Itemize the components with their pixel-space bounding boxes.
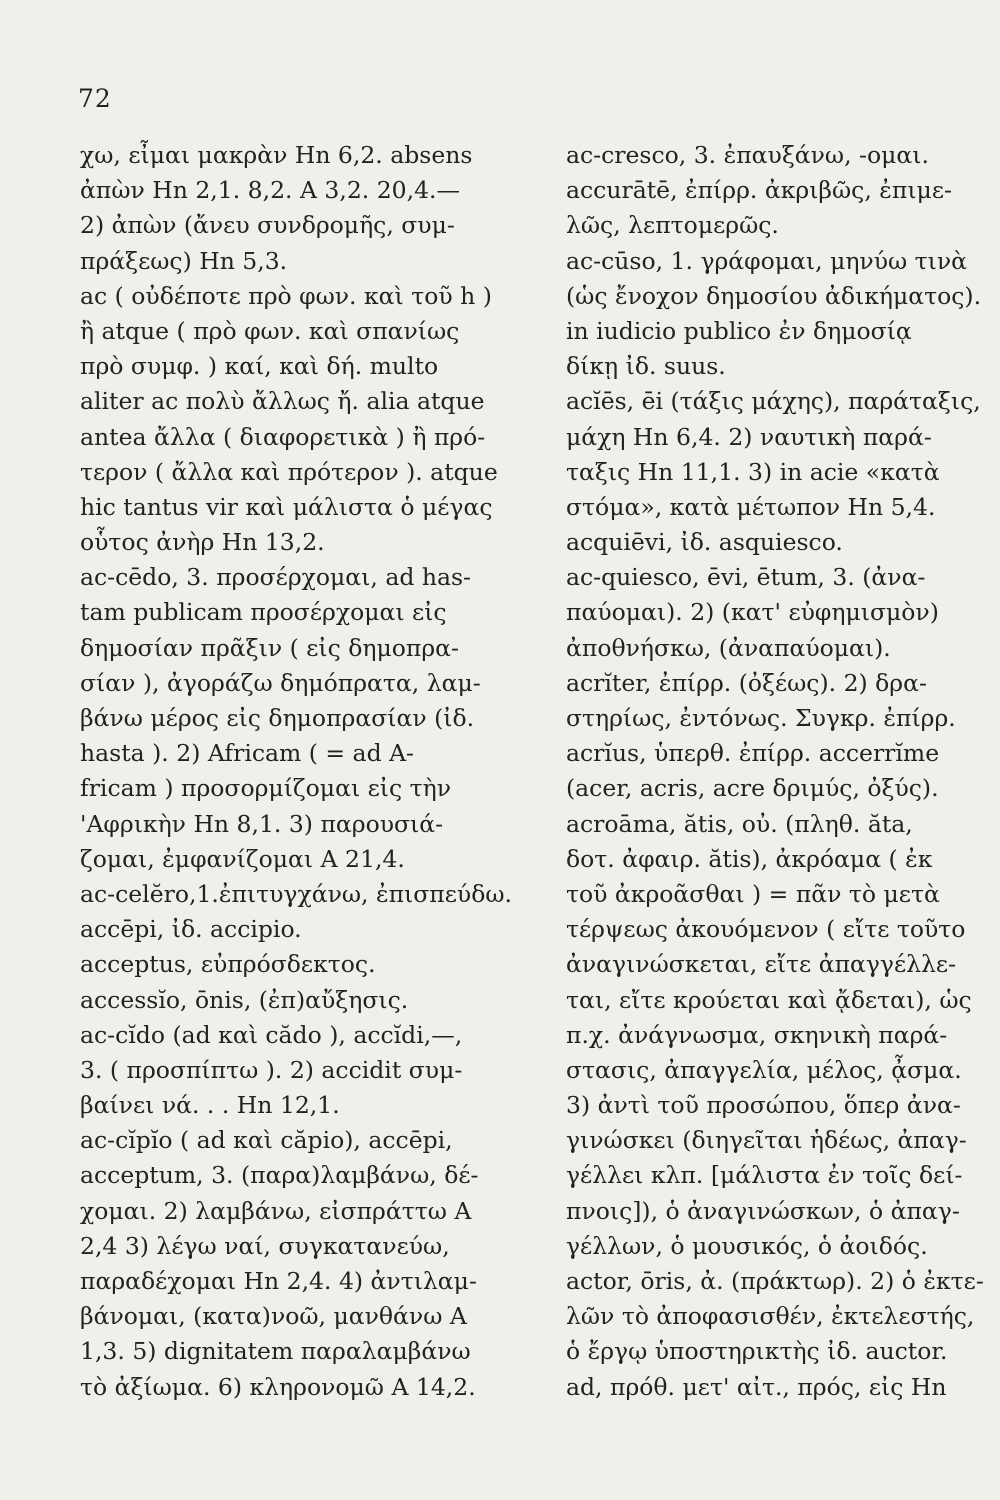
text-line: στηρίως, ἐντόνως. Συγκρ. ἐπίρρ. (566, 704, 956, 732)
text-line: 2) ἀπὼν (ἄνευ συνδρομῆς, συμ- (80, 211, 455, 240)
text-line: acceptus, εὐπρόσδεκτος. (80, 950, 376, 979)
text-line: ταξις Hn 11,1. 3) in acie «κατὰ (566, 457, 940, 486)
text-line: (ὡς ἔνοχον δημοσίου ἀδικήματος). (566, 281, 982, 310)
text-line: βαίνει νά. . . Hn 12,1. (80, 1091, 340, 1120)
text-line: μάχη Hn 6,4. 2) ναυτικὴ παρά- (566, 422, 932, 451)
text-line: ἢ atque ( πρὸ φων. καὶ σπανίως (80, 316, 460, 345)
text-line: σίαν ), ἀγοράζω δημόπρατα, λαμ- (80, 668, 481, 697)
text-line: accēpi, ἰδ. accipio. (80, 915, 302, 944)
text-line: ται, εἴτε κρούεται καὶ ᾄδεται), ὡς (566, 985, 972, 1014)
text-line: ἀπὼν Hn 2,1. 8,2. A 3,2. 20,4.— (80, 176, 461, 205)
text-line: γινώσκει (διηγεῖται ἡδέως, ἀπαγ- (566, 1126, 967, 1155)
text-line: πρὸ συμφ. ) καί, καὶ δή. multo (80, 352, 439, 381)
text-line: actor, ōris, ἀ. (πράκτωρ). 2) ὁ ἐκτε- (566, 1267, 984, 1295)
text-line: οὗτος ἀνὴρ Hn 13,2. (80, 528, 325, 557)
text-line: tam publicam προσέρχομαι εἰς (80, 598, 447, 627)
text-line: δίκῃ ἰδ. suus. (566, 352, 726, 381)
text-line: 1,3. 5) dignitatem παραλαμβάνω (80, 1337, 471, 1366)
text-line: ὁ ἔργῳ ὑποστηρικτὴς ἰδ. auctor. (566, 1337, 948, 1366)
text-line: ac-quiesco, ēvi, ētum, 3. (ἀνα- (566, 563, 926, 592)
text-line: 3) ἀντὶ τοῦ προσώπου, ὅπερ ἀνα- (566, 1091, 961, 1120)
text-line: 3. ( προσπίπτω ). 2) accidit συμ- (80, 1055, 463, 1084)
text-line: δοτ. ἀφαιρ. ătis), ἀκρόαμα ( ἐκ (566, 844, 933, 873)
text-line: στασις, ἀπαγγελία, μέλος, ᾆσμα. (566, 1055, 962, 1084)
text-line: ἀποθνήσκω, (ἀναπαύομαι). (566, 633, 891, 662)
text-line: πράξεως) Hn 5,3. (80, 246, 288, 275)
text-line: γέλλει κλπ. [μάλιστα ἐν τοῖς δεί- (566, 1161, 963, 1190)
text-line: χω, εἶμαι μακρὰν Hn 6,2. absens (80, 141, 473, 169)
text-line: hic tantus vir καὶ μάλιστα ὁ μέγας (80, 492, 493, 521)
text-line: τοῦ ἀκροᾶσθαι ) = πᾶν τὸ μετὰ (566, 879, 940, 908)
text-line: βάνομαι, (κατα)νοῶ, μανθάνω A (80, 1302, 467, 1331)
text-line: χομαι. 2) λαμβάνω, εἰσπράττω A (80, 1196, 472, 1225)
text-line: hasta ). 2) Africam ( = ad A- (80, 739, 414, 768)
text-line: 'Αφρικὴν Hn 8,1. 3) παρουσιά- (80, 809, 444, 838)
text-line: βάνω μέρος εἰς δημοπρασίαν (ἰδ. (80, 704, 475, 732)
text-line: λῶς, λεπτομερῶς. (566, 211, 779, 240)
text-line: antea ἄλλα ( διαφορετικὰ ) ἢ πρό- (80, 422, 486, 451)
text-line: in iudicio publico ἐν δημοσίᾳ (566, 316, 912, 345)
text-line: ac ( οὐδέποτε πρὸ φων. καὶ τοῦ h ) (80, 281, 492, 310)
text-line: acĭēs, ēi (τάξις μάχης), παράταξις, (566, 387, 981, 416)
text-line: ζομαι, ἐμφανίζομαι A 21,4. (80, 844, 405, 873)
text-line: δημοσίαν πρᾶξιν ( εἰς δημοπρα- (80, 633, 459, 662)
text-line: accessĭo, ōnis, (ἐπ)αὔξησις. (80, 985, 409, 1014)
text-line: ἀναγινώσκεται, εἴτε ἀπαγγέλλε- (566, 950, 957, 979)
text-line: παύομαι). 2) (κατ' εὐφημισμὸν) (566, 598, 939, 627)
page-number: 72 (78, 84, 112, 113)
text-line: ac-celĕro,1.ἐπιτυγχάνω, ἐπισπεύδω. (80, 879, 512, 908)
text-line: acceptum, 3. (παρα)λαμβάνω, δέ- (80, 1161, 479, 1190)
text-line: π.χ. ἀνάγνωσμα, σκηνικὴ παρά- (566, 1020, 948, 1049)
text-line: ad, πρόθ. μετ' αἰτ., πρός, εἰς Hn (566, 1372, 947, 1401)
text-line: 2,4 3) λέγω ναί, συγκατανεύω, (80, 1231, 450, 1260)
text-line: acrĭter, ἐπίρρ. (ὀξέως). 2) δρα- (566, 668, 927, 697)
text-line: accurātē, ἐπίρρ. ἀκριβῶς, ἐπιμε- (566, 176, 952, 205)
text-line: ac-cĭdo (ad καὶ cădo ), accĭdi,—, (80, 1020, 463, 1049)
text-line: πνοις]), ὁ ἀναγινώσκων, ὁ ἀπαγ- (566, 1196, 960, 1225)
text-line: τὸ ἀξίωμα. 6) κληρονομῶ A 14,2. (80, 1372, 476, 1401)
text-line: γέλλων, ὁ μουσικός, ὁ ἀοιδός. (566, 1231, 928, 1260)
left-column (80, 138, 520, 1405)
text-line: ac-cĭpĭo ( ad καὶ căpio), accēpi, (80, 1126, 453, 1155)
text-line: aliter ac πολὺ ἄλλως ἤ. alia atque (80, 387, 485, 416)
text-line: fricam ) προσορμίζομαι εἰς τὴν (80, 774, 452, 803)
text-line: acroāma, ătis, οὐ. (πληθ. ăta, (566, 809, 913, 838)
text-line: παραδέχομαι Hn 2,4. 4) ἀντιλαμ- (80, 1267, 477, 1295)
text-line: ac-cūso, 1. γράφομαι, μηνύω τινὰ (566, 246, 968, 275)
text-line: λῶν τὸ ἀποφασισθέν, ἐκτελεστής, (566, 1302, 975, 1331)
text-line: ac-cresco, 3. ἐπαυξάνω, -ομαι. (566, 141, 929, 169)
text-line: (acer, acris, acre δριμύς, ὀξύς). (566, 774, 939, 803)
text-line: acquiēvi, ἰδ. asquiesco. (566, 528, 843, 557)
right-column (566, 138, 986, 1405)
text-line: acrĭus, ὑπερθ. ἐπίρρ. accerrĭme (566, 739, 940, 768)
text-line: στόμα», κατὰ μέτωπον Hn 5,4. (566, 492, 936, 521)
text-line: ac-cēdo, 3. προσέρχομαι, ad has- (80, 563, 471, 592)
text-line: τέρψεως ἀκουόμενον ( εἴτε τοῦτο (566, 915, 966, 944)
text-line: τερον ( ἄλλα καὶ πρότερον ). atque (80, 457, 498, 486)
